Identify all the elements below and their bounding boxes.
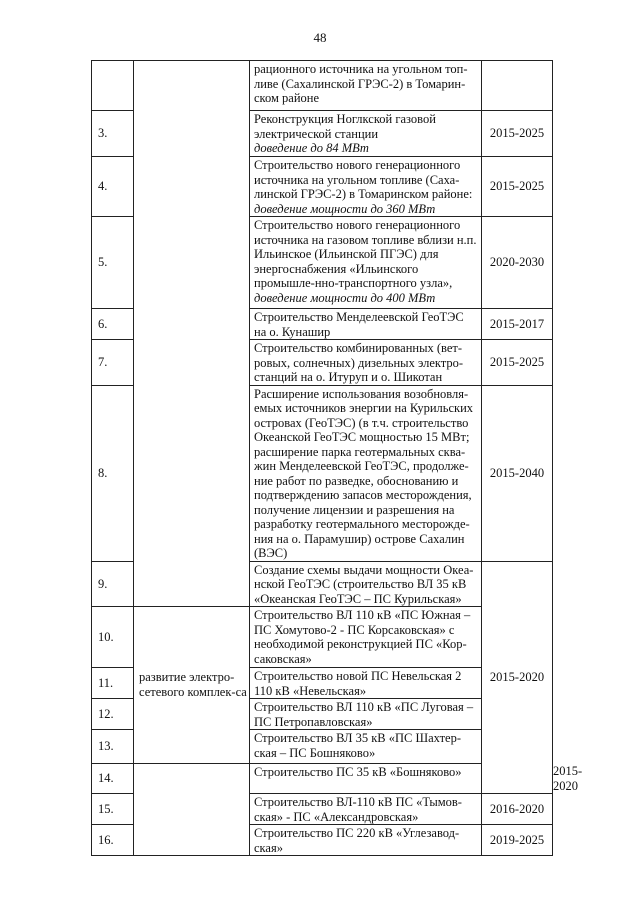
row-number: 6.	[92, 309, 134, 340]
direction-label: развитие электро-сетевого комплек-са	[134, 607, 250, 764]
row-description: Строительство ВЛ-110 кВ ПС «Тымов-ская» - ПС «Александровская»	[250, 794, 482, 825]
row-description-em: доведение до 84 МВт	[254, 141, 369, 155]
page-number: 48	[313, 30, 327, 45]
row-number: 3.	[92, 111, 134, 157]
row-number	[92, 61, 134, 111]
row-number: 9.	[92, 561, 134, 607]
row-number: 16.	[92, 825, 134, 856]
row-description: Строительство ВЛ 35 кВ «ПС Шахтер-ская – ПС Бошняково»	[250, 730, 482, 764]
row-description: Строительство ПС 35 кВ «Бошняково»	[250, 764, 482, 794]
row-description-em: доведение мощности до 400 МВт	[254, 290, 436, 305]
row-description: Расширение использования возобновля-емых источников энергии на Курильских островах (ГеоТЭС) (в т.ч. строительство Океанской ГеоТЭС мощностью 15 МВт; расширение парка геотермальных сква-жин Менделеевской ГеоТЭС, продолже-ние работ по разведке, обоснованию и подтверждению запасов месторождения, получение лицензии и разрешения на разработку геотермального месторожде-ния на о. Парамушир) острове Сахалин (ВЭС)	[250, 385, 482, 561]
row-period: 2015-2040	[482, 385, 553, 561]
row-description: Строительство новой ПС Невельская 2 110 кВ «Невельская»	[250, 668, 482, 699]
row-description: Строительство комбинированных (вет-ровых, солнечных) дизельных электро-станций на о. Итуруп и о. Шикотан	[250, 340, 482, 386]
table-row	[92, 61, 553, 111]
row-period: 2019-2025	[482, 825, 553, 856]
row-description: Строительство ПС 220 кВ «Углезавод-ская»	[250, 825, 482, 856]
row-number: 5.	[92, 217, 134, 309]
row-period	[482, 61, 553, 111]
row-description: Реконструкция Ноглкской газовой электрической станции доведение до 84 МВт	[250, 111, 482, 157]
row-description: рационного источника на угольном топ-ливе (Сахалинской ГРЭС-2) в Томарин-ском районе	[250, 61, 482, 111]
row-description: Строительство ВЛ 110 кВ «ПС Луговая – ПС Петропавловская»	[250, 699, 482, 730]
row-period: 2020-2030	[482, 217, 553, 309]
row-description-em: доведение мощности до 360 МВт	[254, 201, 436, 216]
direction-cell	[134, 61, 250, 607]
row-number: 15.	[92, 794, 134, 825]
table-row: 14. Строительство ПС 35 кВ «Бошняково» 2015-2020	[92, 764, 553, 794]
row-period: 2015-2025	[482, 340, 553, 386]
direction-cell	[134, 764, 250, 856]
row-period: 2015-2025	[482, 157, 553, 217]
row-period: 2015-2025	[482, 111, 553, 157]
row-period: 2015-2017	[482, 309, 553, 340]
row-number: 14.	[92, 764, 134, 794]
row-description: Создание схемы выдачи мощности Океа-нской ГеоТЭС (строительство ВЛ 35 кВ «Океанская ГеоТЭС – ПС Курильская»	[250, 561, 482, 607]
row-number: 13.	[92, 730, 134, 764]
row-description: Строительство Менделеевской ГеоТЭС на о. Кунашир	[250, 309, 482, 340]
row-number: 7.	[92, 340, 134, 386]
row-description: Строительство нового генерационного источника на угольном топливе (Саха-линской ГРЭС-2) в Томаринском районе: доведение мощности до 360 МВт	[250, 157, 482, 217]
row-number: 11.	[92, 668, 134, 699]
row-number: 4.	[92, 157, 134, 217]
project-table	[91, 60, 583, 856]
row-description: Строительство нового генерационного источника на газовом топливе вблизи н.п. Ильинское (Ильинской ПГЭС) для энергоснабжения «Ильинского промышле-нно-транспортного узла», доведение мощности до 400 МВт	[250, 217, 482, 309]
row-description: Строительство ВЛ 110 кВ «ПС Южная – ПС Хомутово-2 - ПС Корсаковская» с необходимой реконструкцией ПС «Кор-саковская»	[250, 607, 482, 668]
row-period: 2016-2020	[482, 794, 553, 825]
row-number: 8.	[92, 385, 134, 561]
row-number: 10.	[92, 607, 134, 668]
row-number: 12.	[92, 699, 134, 730]
row-period: 2015-2020	[482, 561, 553, 794]
